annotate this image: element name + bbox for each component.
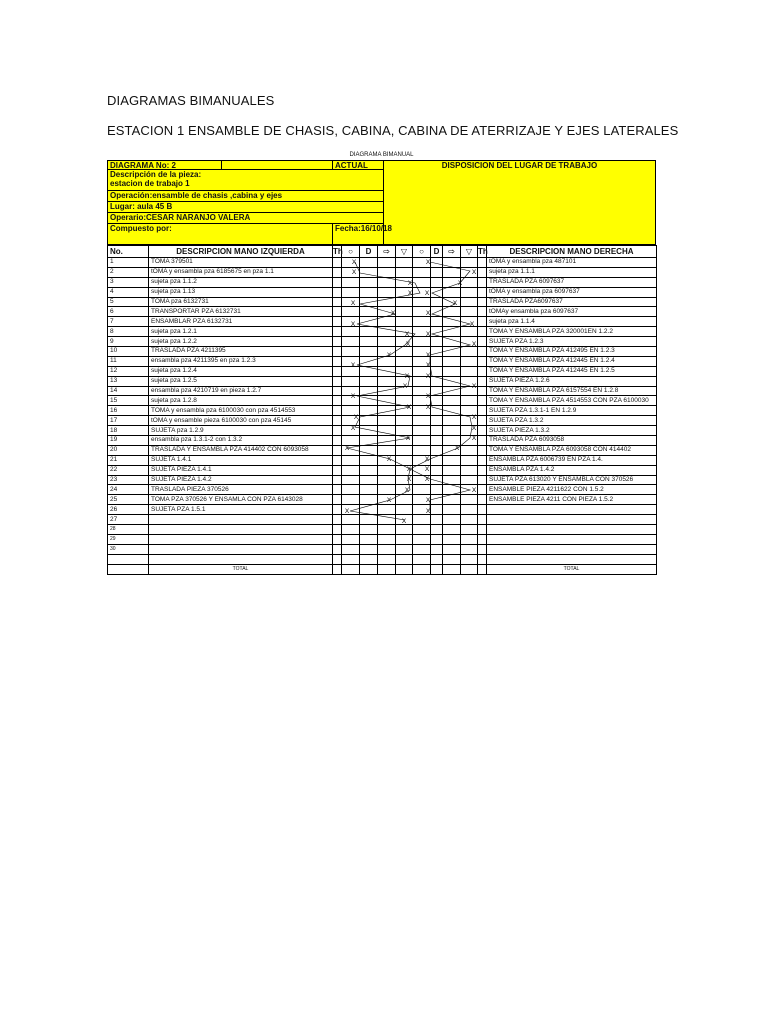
svg-text:X: X [425,373,431,380]
svg-text:X: X [350,362,356,369]
svg-text:X: X [425,508,431,515]
row-number: 28 [108,525,149,535]
row-number: 14 [108,386,149,396]
left-hand-description: TRASLADA PZA 4211395 [149,347,333,357]
svg-text:X: X [424,476,430,483]
right-hand-description: SUJETA PZA 1.3.1-1 EN 1.2.9 [487,406,657,416]
left-hand-description: SUJETA PIEZA 1.4.1 [149,465,333,475]
descripcion-label: Descripción de la pieza: [107,169,384,180]
left-hand-description: TOMA y ensambla pza 6100030 con pza 4514553 [149,406,333,416]
row-number: 25 [108,495,149,505]
right-hand-description: SUJETA PZA 613020 Y ENSAMBLA CON 370526 [487,475,657,485]
svg-text:X: X [406,404,412,411]
svg-text:X: X [457,280,463,287]
row-number: 3 [108,277,149,287]
transport-arrow-icon: ⇨ [378,246,396,258]
right-hand-description: TOMA Y ENSAMBLA PZA 412495 EN 1.2.3 [487,347,657,357]
right-hand-description: TOMA Y ENSAMBLA PZA 412445 EN 1.2.4 [487,356,657,366]
total-left-label: TOTAL [149,564,333,574]
svg-text:X: X [344,445,350,452]
right-hand-description: ENSAMBLA PZA 6006739 EN PZA 1.4. [487,455,657,465]
row-number: 26 [108,505,149,515]
svg-text:X: X [386,352,392,359]
svg-text:X: X [344,508,350,515]
right-hand-description: TRASLADA PZA6097637 [487,297,657,307]
svg-text:X: X [425,393,431,400]
left-hand-description: SUJETA 1.4.1 [149,455,333,465]
left-hand-description: TRANSPORTAR PZA 6132731 [149,307,333,317]
svg-text:X: X [350,321,356,328]
svg-text:X: X [402,383,408,390]
lugar-field: Lugar: aula 45 B [107,201,384,213]
row-number: 12 [108,366,149,376]
transport-arrow-icon: ⇨ [443,246,461,258]
right-hand-description: tOMA y ensambla pza 487101 [487,258,657,268]
page-heading: DIAGRAMAS BIMANUALES [107,93,275,108]
svg-text:X: X [404,331,410,338]
col-no-header: No. [108,246,149,258]
left-hand-description: ENSAMBLAR PZA 6132731 [149,317,333,327]
col-th-left-header: Th [333,246,343,256]
svg-text:X: X [425,497,431,504]
svg-text:X: X [351,259,357,266]
svg-text:X: X [425,331,431,338]
right-hand-description: SUJETA PIEZA 1.3.2 [487,426,657,436]
row-number: 8 [108,327,149,337]
svg-text:X: X [350,393,356,400]
actual-label: ACTUAL [332,160,384,170]
row-number: 29 [108,534,149,544]
right-hand-description: TOMA Y ENSAMBLA PZA 6093058 CON 414402 [487,445,657,455]
row-number: 4 [108,287,149,297]
row-number: 24 [108,485,149,495]
row-number: 15 [108,396,149,406]
left-hand-description: sujeta pza 1.1.2 [149,277,333,287]
sheet-band-title: DIAGRAMA BIMANUAL [349,152,414,158]
svg-text:X: X [353,414,359,421]
row-number: 27 [108,515,149,525]
storage-triangle-icon: ▽ [396,246,413,258]
row-number: 30 [108,544,149,554]
left-hand-description: sujeta pza 1.2.5 [149,376,333,386]
svg-text:X: X [471,269,477,276]
svg-text:X: X [390,310,396,317]
row-number: 10 [108,347,149,357]
delay-icon: D [431,246,443,258]
svg-text:X: X [424,466,430,473]
svg-text:X: X [405,435,411,442]
col-right-header: DESCRIPCION MANO DERECHA [487,246,657,258]
svg-text:X: X [469,321,475,328]
svg-text:X: X [407,290,413,297]
svg-text:X: X [471,414,477,421]
row-number: 9 [108,337,149,347]
right-hand-description: SUJETA PIEZA 1.2.6 [487,376,657,386]
page-subheading: ESTACION 1 ENSAMBLE DE CHASIS, CABINA, CABINA DE ATERRIZAJE Y EJES LATERALES [107,123,679,138]
col-th-right-header: Th [478,246,488,256]
right-hand-description: ENSAMBLE PIEZA 4211622 CON 1.5.2 [487,485,657,495]
col-left-header: DESCRIPCION MANO IZQUIERDA [149,246,333,258]
svg-text:X: X [351,269,357,276]
operation-icon: ○ [342,246,360,258]
operario-field: Operario:CESAR NARANJO VALERA [107,212,384,224]
fecha-field: Fecha:16/10/18 [332,223,384,245]
svg-text:X: X [424,456,430,463]
left-hand-description: SUJETA pza 1.2.9 [149,426,333,436]
left-hand-description: sujeta pza 1.2.2 [149,337,333,347]
left-hand-description: sujeta pza 1.2.8 [149,396,333,406]
left-hand-description: sujeta pza 1.2.1 [149,327,333,337]
left-hand-description: sujeta pza 1.13 [149,287,333,297]
right-hand-description: sujeta pza 1.1.1 [487,267,657,277]
left-hand-description: TOMA pza 6132731 [149,297,333,307]
svg-text:X: X [425,362,431,369]
row-number: 23 [108,475,149,485]
svg-text:X: X [454,445,460,452]
svg-text:X: X [471,425,477,432]
right-hand-description: SUJETA PZA 1.2.3 [487,337,657,347]
row-number: 1 [108,258,149,268]
left-hand-description: TRASLADA PIEZA 370526 [149,485,333,495]
row-number: 13 [108,376,149,386]
right-hand-description: TRASLADA PZA 6093058 [487,436,657,446]
right-hand-description: tOMA y ensambla pza 6097637 [487,287,657,297]
svg-text:X: X [471,435,477,442]
diagrama-no: DIAGRAMA No: 2 [107,160,222,170]
svg-text:X: X [425,310,431,317]
right-hand-description: tOMAy ensambla pza 6097637 [487,307,657,317]
svg-text:X: X [452,300,458,307]
svg-text:X: X [404,373,410,380]
svg-text:X: X [386,456,392,463]
left-hand-description: ensambla pza 4211395 en pza 1.2.3 [149,356,333,366]
left-hand-description: TOMA 379501 [149,258,333,268]
row-number: 5 [108,297,149,307]
compuesto-field: Compuesto por: [107,223,333,245]
svg-text:X: X [406,466,412,473]
right-hand-description: sujeta pza 1.1.4 [487,317,657,327]
operacion-field: Operación:ensamble de chasis ,cabina y ejes [107,190,384,202]
svg-text:X: X [404,487,410,494]
descripcion-value: estacion de trabajo 1 [107,179,384,191]
svg-text:X: X [386,497,392,504]
svg-text:X: X [425,404,431,411]
row-number: 16 [108,406,149,416]
right-hand-description: TOMA Y ENSAMBLA PZA 320001EN 1.2.2 [487,327,657,337]
right-hand-description: TRASLADA PZA 6097637 [487,277,657,287]
svg-text:X: X [401,518,407,525]
row-number: 17 [108,416,149,426]
total-right-label: TOTAL [487,564,657,574]
left-hand-description: SUJETA PZA 1.5.1 [149,505,333,515]
operation-icon: ○ [413,246,431,258]
row-number: 18 [108,426,149,436]
svg-text:X: X [407,280,413,287]
right-hand-description: TOMA Y ENSAMBLA PZA 6157554 EN 1.2.8 [487,386,657,396]
right-hand-description: ENSAMBLA PZA 1.4.2 [487,465,657,475]
row-number: 2 [108,267,149,277]
svg-text:X: X [425,352,431,359]
row-number: 19 [108,436,149,446]
svg-text:X: X [425,259,431,266]
row-number: 11 [108,356,149,366]
row-number: 21 [108,455,149,465]
svg-text:X: X [471,341,477,348]
row-number: 22 [108,465,149,475]
svg-text:X: X [406,476,412,483]
left-hand-description: ensambla pza 4210719 en pieza 1.2.7 [149,386,333,396]
svg-text:X: X [471,383,477,390]
right-hand-description: TOMA Y ENSAMBLA PZA 412445 EN 1.2.5 [487,366,657,376]
right-hand-description: SUJETA PZA 1.3.2 [487,416,657,426]
left-hand-description: tOMA y ensambla pza 6185675 en pza 1.1 [149,267,333,277]
right-hand-description: ENSAMBLE PIEZA 4211 CON PIEZA 1.5.2 [487,495,657,505]
left-hand-description: sujeta pza 1.2.4 [149,366,333,376]
svg-text:X: X [350,425,356,432]
left-hand-description: ensambla pza 1.3.1-2 con 1.3.2 [149,436,333,446]
right-hand-description: TOMA Y ENSAMBLA PZA 4514553 CON PZA 6100030 [487,396,657,406]
left-hand-description: tOMA y ensamble pieza 6100030 con pza 45145 [149,416,333,426]
row-number: 6 [108,307,149,317]
storage-triangle-icon: ▽ [461,246,478,258]
left-hand-description: TRASLADA Y ENSAMBLA PZA 414402 CON 6093058 [149,445,333,455]
svg-text:X: X [471,487,477,494]
svg-text:X: X [350,300,356,307]
delay-icon: D [360,246,378,258]
left-hand-description: SUJETA PIEZA 1.4.2 [149,475,333,485]
disposicion-label: DISPOSICION DEL LUGAR DE TRABAJO [383,160,656,245]
svg-text:X: X [405,341,411,348]
row-number: 20 [108,445,149,455]
svg-text:X: X [424,290,430,297]
row-number: 7 [108,317,149,327]
left-hand-description: TOMA PZA 370526 Y ENSAMLA CON PZA 6143028 [149,495,333,505]
